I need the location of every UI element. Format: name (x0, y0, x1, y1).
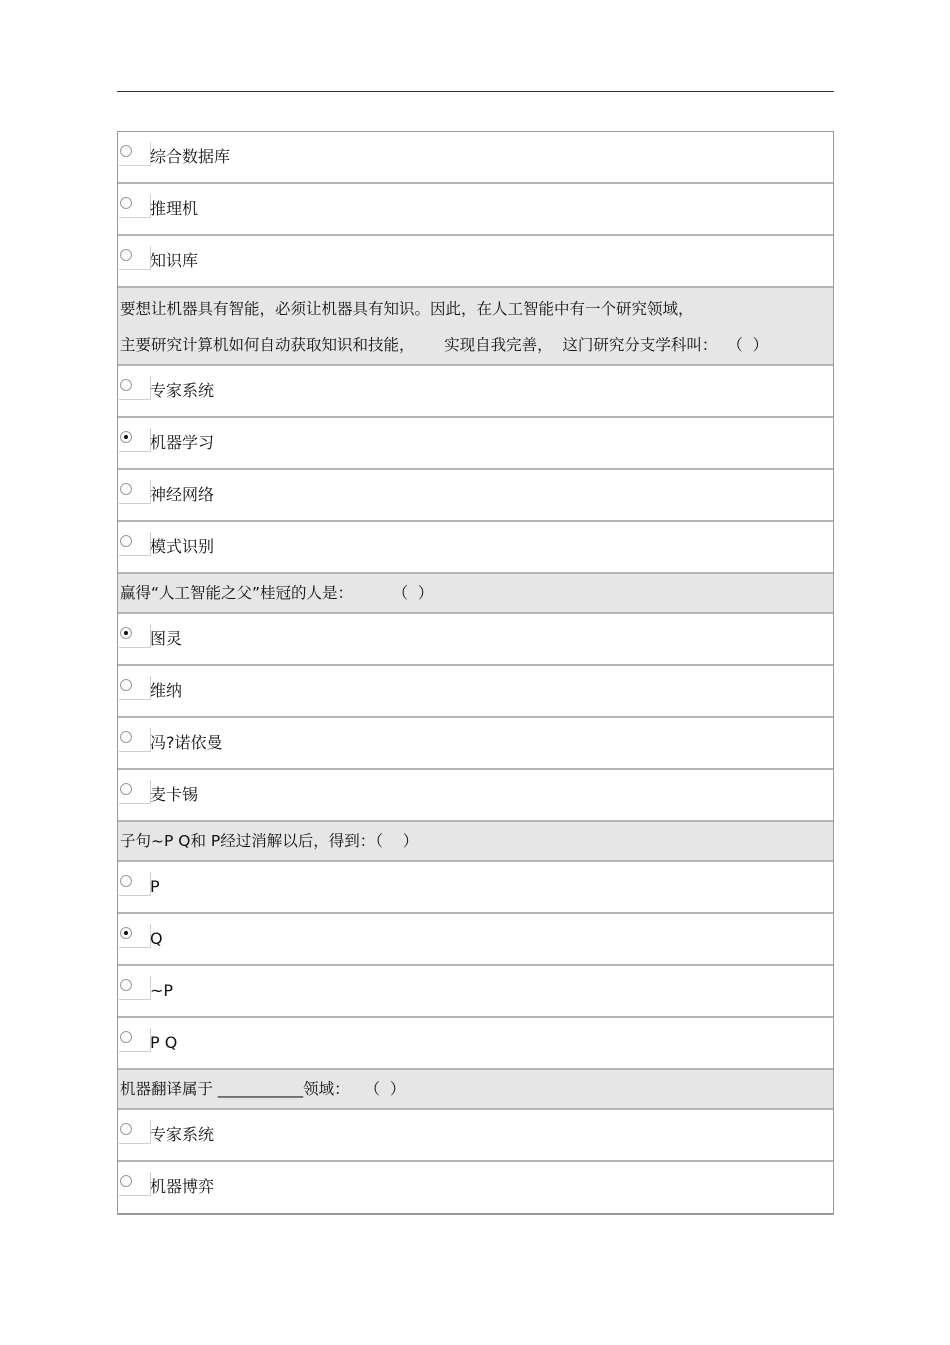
option-label: 机器博弈 (150, 1177, 215, 1196)
answer-option[interactable] (118, 862, 833, 914)
radio-unchecked-icon[interactable] (120, 483, 132, 495)
radio-checked-icon[interactable] (120, 627, 132, 639)
radio-frame (119, 624, 151, 648)
radio-frame (119, 676, 151, 700)
radio-frame (119, 728, 151, 752)
question-line: 机器翻译属于 ___________领域： （ ） (120, 1080, 406, 1098)
radio-unchecked-icon[interactable] (120, 1123, 132, 1135)
radio-unchecked-icon[interactable] (120, 535, 132, 547)
radio-checked-icon[interactable] (120, 431, 132, 443)
radio-unchecked-icon[interactable] (120, 145, 132, 157)
option-label: 麦卡锡 (150, 785, 199, 804)
option-label: 推理机 (150, 199, 199, 218)
question-line: 主要研究计算机如何自动获取知识和技能， 实现自我完善， 这门研究分支学科叫： （ ） (120, 336, 769, 354)
option-label: Q (150, 929, 163, 948)
radio-frame (119, 1028, 151, 1052)
answer-option[interactable] (118, 418, 833, 470)
radio-frame (119, 976, 151, 1000)
radio-frame (119, 924, 151, 948)
answer-option[interactable] (118, 966, 833, 1018)
option-label: ~P (150, 981, 174, 1000)
radio-unchecked-icon[interactable] (120, 379, 132, 391)
question-text (118, 1070, 833, 1110)
question-text (118, 288, 833, 366)
answer-option[interactable] (118, 1018, 833, 1070)
top-rule (117, 91, 834, 92)
answer-option[interactable] (118, 914, 833, 966)
radio-unchecked-icon[interactable] (120, 197, 132, 209)
answer-option[interactable] (118, 470, 833, 522)
radio-frame (119, 1172, 151, 1196)
option-label: P Q (150, 1033, 178, 1052)
option-label: 专家系统 (150, 381, 215, 400)
radio-unchecked-icon[interactable] (120, 1031, 132, 1043)
radio-frame (119, 376, 151, 400)
radio-unchecked-icon[interactable] (120, 875, 132, 887)
radio-unchecked-icon[interactable] (120, 249, 132, 261)
radio-frame (119, 246, 151, 270)
radio-unchecked-icon[interactable] (120, 679, 132, 691)
radio-frame (119, 428, 151, 452)
question-text (118, 822, 833, 862)
option-label: 维纳 (150, 681, 183, 700)
radio-frame (119, 480, 151, 504)
option-label: 知识库 (150, 251, 199, 270)
question-line: 赢得“人工智能之父”桂冠的人是： （ ） (120, 584, 434, 602)
answer-option[interactable] (118, 614, 833, 666)
option-label: 专家系统 (150, 1125, 215, 1144)
radio-unchecked-icon[interactable] (120, 783, 132, 795)
radio-unchecked-icon[interactable] (120, 731, 132, 743)
question-line: 要想让机器具有智能，必须让机器具有知识。因此，在人工智能中有一个研究领域， (120, 300, 694, 318)
answer-option[interactable] (118, 1110, 833, 1162)
answer-option[interactable] (118, 666, 833, 718)
answer-option[interactable] (118, 718, 833, 770)
radio-unchecked-icon[interactable] (120, 979, 132, 991)
option-label: 神经网络 (150, 485, 215, 504)
option-label: 综合数据库 (150, 147, 231, 166)
radio-unchecked-icon[interactable] (120, 1175, 132, 1187)
option-label: 模式识别 (150, 537, 215, 556)
answer-option[interactable] (118, 522, 833, 574)
question-text (118, 574, 833, 614)
option-label: 图灵 (150, 629, 183, 648)
radio-frame (119, 142, 151, 166)
answer-option[interactable] (118, 770, 833, 822)
option-label: P (150, 877, 160, 896)
answer-option[interactable] (118, 236, 833, 288)
quiz-table (117, 131, 834, 1215)
answer-option[interactable] (118, 366, 833, 418)
option-label: 机器学习 (150, 433, 215, 452)
answer-option[interactable] (118, 132, 833, 184)
radio-frame (119, 1120, 151, 1144)
answer-option[interactable] (118, 184, 833, 236)
radio-frame (119, 872, 151, 896)
answer-option[interactable] (118, 1162, 833, 1214)
radio-frame (119, 194, 151, 218)
option-label: 冯?诺依曼 (150, 733, 223, 752)
radio-frame (119, 780, 151, 804)
radio-checked-icon[interactable] (120, 927, 132, 939)
question-line: 子句~P Q和 P经过消解以后，得到：（ ） (120, 832, 419, 850)
radio-frame (119, 532, 151, 556)
